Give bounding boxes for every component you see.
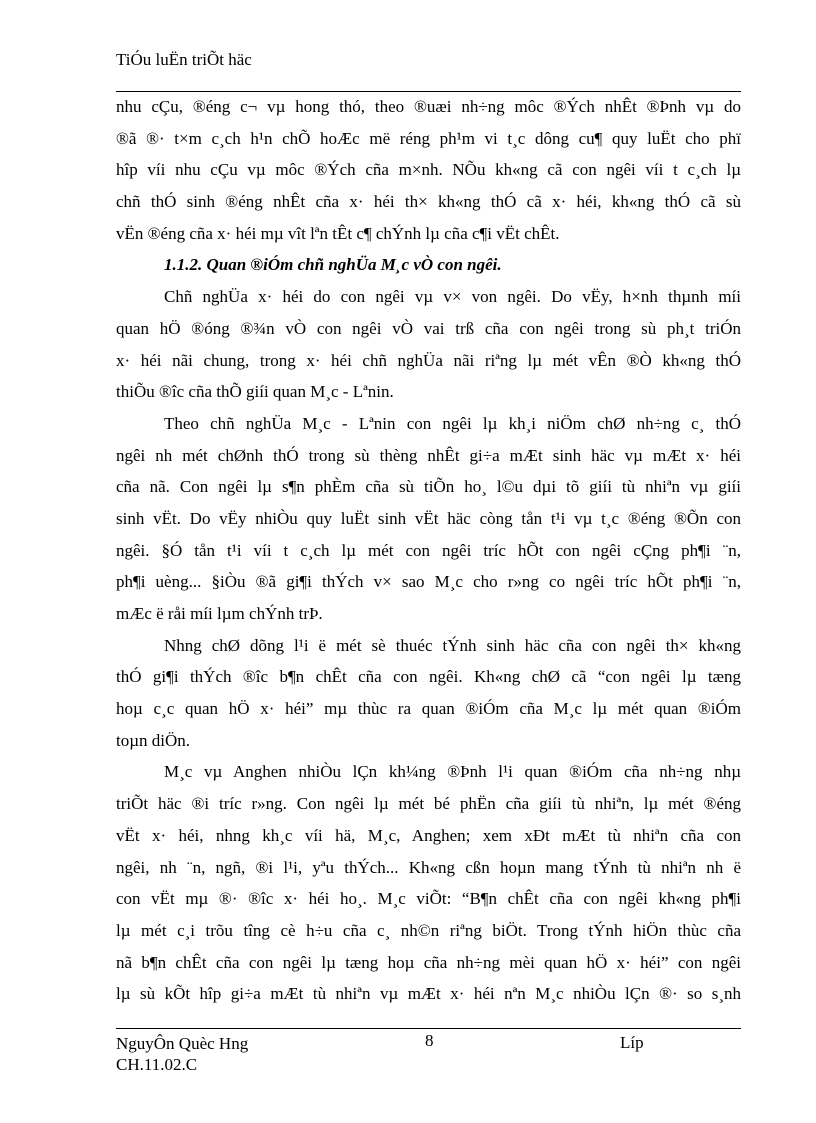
body-line: M¸c vµ Anghen nhiÒu lÇn kh¼ng ®Þnh l¹i quan ®iÓm cña nh÷ng nhµ: [164, 762, 741, 782]
body-line: ph¶i uèng... §iÒu ®ã gi¶i thÝch v× sao M¸c cho r»ng co ngêi tríc hÕt ph¶i ¨n,: [116, 572, 741, 592]
body-line: hîp víi nhu cÇu vµ môc ®Ých cña m×nh. NÕu kh«ng cã con ngêi víi t c¸ch lµ: [116, 160, 741, 180]
body-line: lµ sù kÕt hîp gi÷a mÆt tù nhiªn vµ mÆt x· héi nªn M¸c nhiÒu lÇn ®· so s¸nh: [116, 984, 741, 1004]
page-number: 8: [425, 1031, 434, 1050]
body-line: con vËt mµ ®· ®îc x· héi ho¸. M¸c viÕt: “B¶n chÊt cña con ngêi kh«ng ph¶i: [116, 889, 741, 909]
body-line: nã b¶n chÊt cña con ngêi lµ tæng hoµ cña nh÷ng mèi quan hÖ x· héi” con ngêi: [116, 952, 741, 972]
section-heading: 1.1.2. Quan ®iÓm chñ nghÜa M¸c vÒ con ngêi.: [164, 255, 502, 275]
body-line: thÓ gi¶i thÝch ®îc b¶n chÊt cña con ngêi. Kh«ng chØ cã “con ngêi lµ tæng: [116, 667, 741, 687]
body-line: hoµ c¸c quan hÖ x· héi” mµ thùc ra quan ®iÓm cña M¸c lµ mét quan ®iÓm: [116, 699, 741, 719]
footer-author: NguyÔn Quèc Hng: [116, 1034, 249, 1053]
footer-code: CH.11.02.C: [116, 1055, 198, 1074]
body-line: Theo chñ nghÜa M¸c - Lªnin con ngêi lµ kh¸i niÖm chØ nh÷ng c¸ thÓ: [164, 413, 741, 433]
body-line: mÆc ë råi míi lµm chÝnh trÞ.: [116, 604, 323, 623]
body-line: nhu cÇu, ®éng c¬ vµ hong thó, theo ®uæi nh÷ng môc ®Ých nhÊt ®Þnh vµ do: [116, 97, 741, 116]
page-header-title: TiÓu luËn triÕt häc: [116, 50, 252, 69]
body-line: ngêi. §Ó tån t¹i víi t c¸ch lµ mét con ngêi tríc hÕt con ngêi cÇng ph¶i ¨n,: [116, 540, 741, 560]
body-line: chñ thÓ sinh ®éng nhÊt cña x· héi th× kh«ng thÓ cã x· héi, kh«ng thÓ cã sù: [116, 192, 741, 212]
body-line: ngêi nh mét chØnh thÓ trong sù thèng nhÊt gi÷a mÆt sinh häc vµ mÆt x· héi: [116, 445, 741, 465]
body-line: cña nã. Con ngêi lµ s¶n phÈm cña sù tiÕn ho¸ l©u dµi tõ giíi tù nhiªn vµ giíi: [116, 477, 741, 497]
body-line: quan hÖ ®óng ®¾n vÒ con ngêi vÒ vai trß cña con ngêi trong sù ph¸t triÓn: [116, 318, 741, 338]
body-line: ngêi, nh ¨n, ngñ, ®i l¹i, yªu thÝch... Kh«ng cßn hoµn mang tÝnh tù nhiªn nh ë: [116, 857, 741, 877]
body-line: ®ã ®· t×m c¸ch h¹n chÕ hoÆc më réng ph¹m vi t¸c dông cu¶ quy luËt cho phï: [116, 128, 741, 148]
body-line: vËn ®éng cña x· héi mµ vît lªn tÊt c¶ chÝnh lµ cña c¶i vËt chÊt.: [116, 223, 560, 243]
body-line: sinh vËt. Do vËy nhiÒu quy luËt sinh vËt häc còng tån t¹i vµ t¸c ®éng ®Õn con: [116, 508, 741, 528]
body-line: Chñ nghÜa x· héi do con ngêi vµ v× von ngêi. Do vËy, h×nh thµnh míi: [164, 287, 741, 307]
document-body: [116, 91, 741, 1010]
footer-author-block: [116, 1033, 248, 1075]
footer-divider: [116, 1028, 741, 1029]
body-line: thiÕu ®îc cña thÕ giíi quan M¸c - Lªnin.: [116, 382, 394, 402]
body-line: lµ mét c¸i trõu tîng cè h÷u cña c¸ nh©n riªng biÖt. Trong tÝnh hiÖn thùc cña: [116, 920, 741, 940]
body-line: toµn diÖn.: [116, 730, 191, 750]
body-line: Nhng chØ dõng l¹i ë mét sè thuéc tÝnh sinh häc cña con ngêi th× kh«ng: [164, 635, 741, 655]
body-line: vËt x· héi, nhng kh¸c víi hä, M¸c, Anghen; xem xÐt mÆt tù nhiªn cña con: [116, 825, 741, 845]
body-line: x· héi nãi chung, trong x· héi chñ nghÜa nãi riªng lµ mét vÊn ®Ò kh«ng thÓ: [116, 350, 741, 370]
body-line: triÕt häc ®i tríc r»ng. Con ngêi lµ mét bé phËn cña giíi tù nhiªn, lµ mét ®éng: [116, 794, 741, 814]
footer-class-label: Líp: [620, 1033, 644, 1052]
